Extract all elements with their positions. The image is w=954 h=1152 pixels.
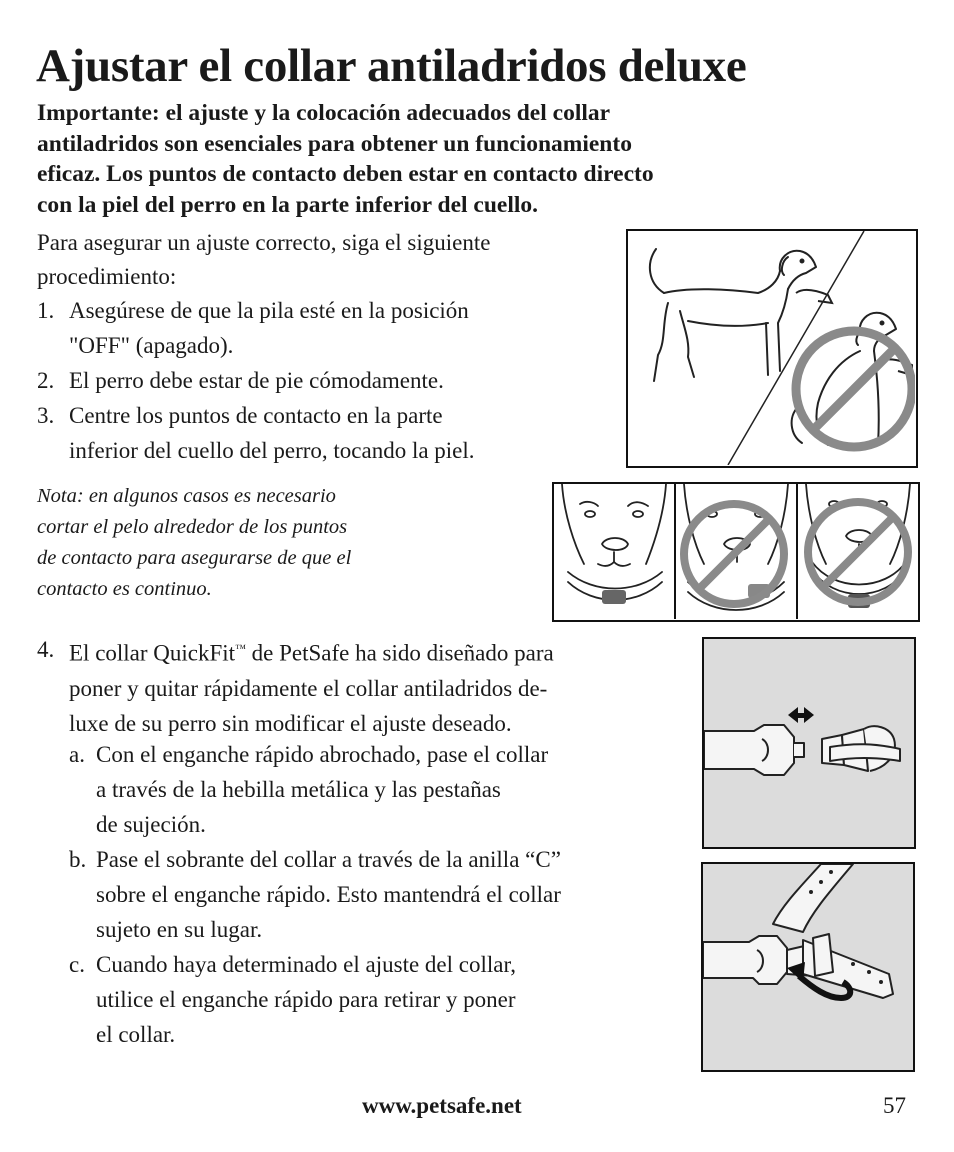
substep-line: el collar. [96,1022,176,1047]
page-title: Ajustar el collar antiladridos deluxe [36,40,747,92]
dog-posture-drawing [628,231,915,465]
step-2 [37,363,617,398]
step-number: 1. [37,298,55,323]
step-line: "OFF" (apagado). [69,333,234,358]
substep-line: Con el enganche rápido abrochado, pase el collar [96,742,549,767]
trademark-symbol: ™ [235,643,246,655]
intro-line: procedimiento: [37,264,177,289]
substep-c [69,947,689,1052]
substep-line: de sujeción. [96,812,206,837]
step-line: inferior del cuello del perro, tocando la piel. [69,438,475,463]
step-number: 2. [37,368,55,393]
substep-a [69,737,689,842]
step-line: Asegúrese de que la pila esté en la posición [69,298,469,323]
collar-fit-closeups [552,482,920,622]
note-line: de contacto para asegurarse de que el [37,547,352,569]
dog-posture-illustration [626,229,918,468]
step-number: 4. [37,637,55,662]
intro-paragraph [37,226,617,294]
buckle-drawing [704,639,913,846]
step-line: Centre los puntos de contacto en la parte [69,403,443,428]
important-notice [37,98,837,220]
important-line: eficaz. Los puntos de contacto deben estar en contacto directo [37,161,654,187]
substep-label: b. [69,847,87,872]
substep-b [69,842,689,947]
step-4 [37,632,687,741]
step-line: El perro debe estar de pie cómodamente. [69,368,444,393]
substep-line: Cuando haya determinado el ajuste del collar, [96,952,516,977]
step-number: 3. [37,403,55,428]
important-line: antiladridos son esenciales para obtener un funcionamiento [37,130,632,157]
c-ring-drawing [703,864,912,1069]
note-line: Nota: en algunos casos es necesario [37,485,336,507]
important-line: Importante: el ajuste y la colocación adecuados del collar [37,100,611,126]
substep-line: Pase el sobrante del collar a través de la anilla “C” [96,847,561,872]
collar-closeup-drawing [554,484,917,619]
c-ring-illustration [701,862,915,1072]
substep-label: c. [69,952,85,977]
substep-line: a través de la hebilla metálica y las pestañas [96,777,501,802]
step-1 [37,293,617,363]
note-line: cortar el pelo alrededor de los puntos [37,516,348,538]
footer-url: www.petsafe.net [362,1093,522,1118]
note-paragraph [37,481,437,605]
step-3 [37,398,617,468]
substep-line: utilice el enganche rápido para retirar y poner [96,987,516,1012]
substeps-list [69,737,689,1052]
quick-release-buckle-illustration [702,637,916,849]
substep-line: sujeto en su lugar. [96,917,263,942]
substep-line: sobre el enganche rápido. Esto mantendrá el collar [96,882,561,907]
intro-line: Para asegurar un ajuste correcto, siga el siguiente [37,230,491,255]
note-line: contacto es continuo. [37,578,212,600]
page-number: 57 [883,1093,906,1118]
steps-list [37,293,617,468]
step-line: El collar QuickFit™ de PetSafe ha sido diseñado para [69,640,554,666]
substep-label: a. [69,742,85,767]
important-line: con la piel del perro en la parte inferior del cuello. [37,191,539,218]
step-line: poner y quitar rápidamente el collar antiladridos de- [69,675,548,701]
step-line: luxe de su perro sin modificar el ajuste deseado. [69,710,512,736]
